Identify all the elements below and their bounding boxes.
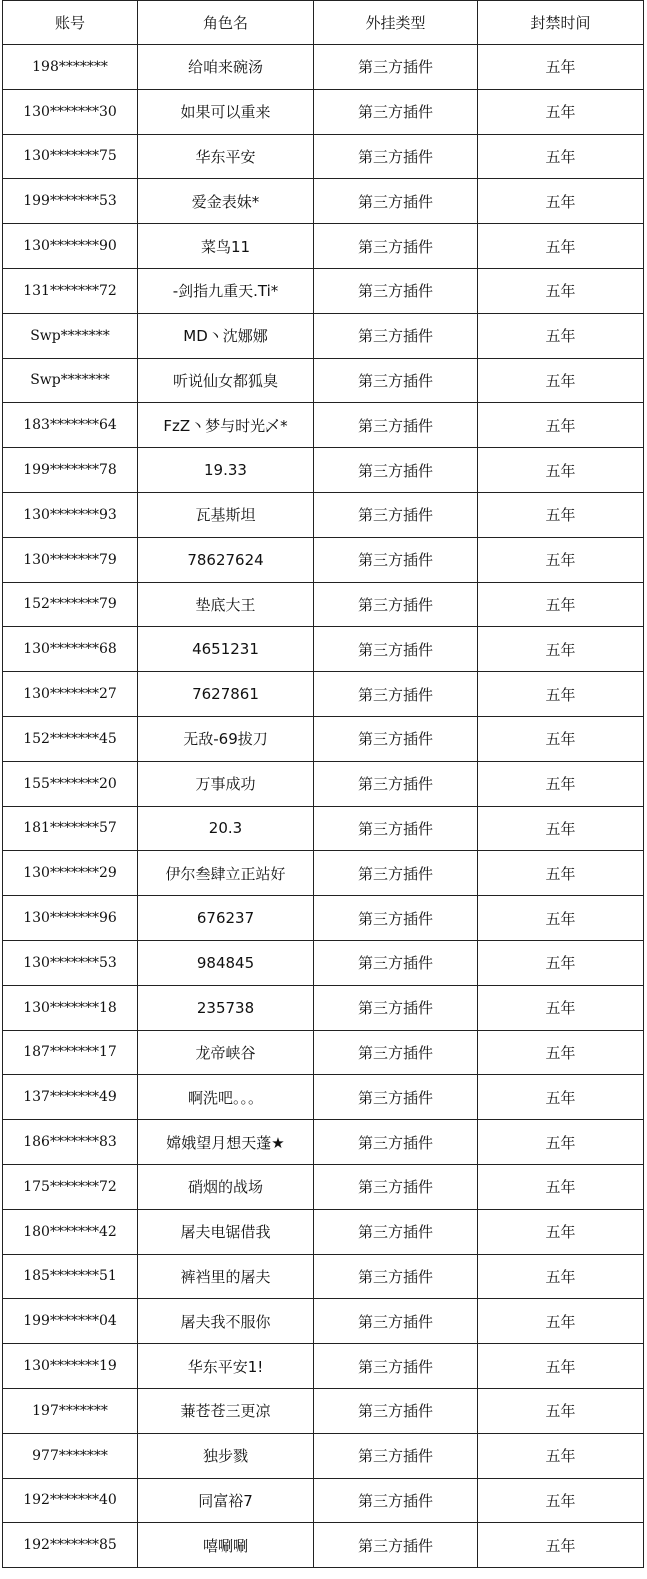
ban-duration-cell: 五年 xyxy=(478,537,644,582)
account-cell: 198******* xyxy=(3,45,138,90)
cheat-type-cell: 第三方插件 xyxy=(314,582,478,627)
cheat-type-cell: 第三方插件 xyxy=(314,627,478,672)
ban-duration-cell: 五年 xyxy=(478,492,644,537)
ban-duration-cell: 五年 xyxy=(478,1030,644,1075)
role-name-cell: 如果可以重来 xyxy=(138,89,314,134)
ban-duration-cell: 五年 xyxy=(478,1120,644,1165)
account-cell: 152*******79 xyxy=(3,582,138,627)
table-row xyxy=(3,1478,644,1523)
ban-duration-cell: 五年 xyxy=(478,985,644,1030)
role-name-cell: FzZ丶梦与时光乄* xyxy=(138,403,314,448)
account-cell: 130*******27 xyxy=(3,672,138,717)
ban-duration-cell: 五年 xyxy=(478,448,644,493)
account-cell: Swp******* xyxy=(3,313,138,358)
cheat-type-cell: 第三方插件 xyxy=(314,1344,478,1389)
table-row xyxy=(3,1030,644,1075)
ban-duration-cell: 五年 xyxy=(478,761,644,806)
ban-duration-cell: 五年 xyxy=(478,134,644,179)
table-row xyxy=(3,672,644,717)
table-row xyxy=(3,1388,644,1433)
ban-duration-cell: 五年 xyxy=(478,716,644,761)
account-cell: 131*******72 xyxy=(3,268,138,313)
ban-duration-cell: 五年 xyxy=(478,1299,644,1344)
table-row xyxy=(3,492,644,537)
table-row xyxy=(3,89,644,134)
role-name-cell: 78627624 xyxy=(138,537,314,582)
table-row xyxy=(3,1523,644,1568)
cheat-type-cell: 第三方插件 xyxy=(314,1478,478,1523)
ban-duration-cell: 五年 xyxy=(478,1388,644,1433)
table-row xyxy=(3,45,644,90)
table-row xyxy=(3,1164,644,1209)
role-name-cell: 20.3 xyxy=(138,806,314,851)
account-cell: 130*******53 xyxy=(3,940,138,985)
cheat-type-cell: 第三方插件 xyxy=(314,940,478,985)
account-cell: 199*******53 xyxy=(3,179,138,224)
table-row xyxy=(3,537,644,582)
cheat-type-cell: 第三方插件 xyxy=(314,358,478,403)
table-row xyxy=(3,179,644,224)
cheat-type-cell: 第三方插件 xyxy=(314,1433,478,1478)
account-cell: 130*******29 xyxy=(3,851,138,896)
ban-duration-cell: 五年 xyxy=(478,179,644,224)
ban-duration-cell: 五年 xyxy=(478,45,644,90)
ban-duration-cell: 五年 xyxy=(478,1523,644,1568)
account-cell: 130*******93 xyxy=(3,492,138,537)
cheat-type-cell: 第三方插件 xyxy=(314,896,478,941)
cheat-type-cell: 第三方插件 xyxy=(314,1164,478,1209)
account-cell: Swp******* xyxy=(3,358,138,403)
ban-duration-cell: 五年 xyxy=(478,1344,644,1389)
cheat-type-cell: 第三方插件 xyxy=(314,537,478,582)
table-row xyxy=(3,1075,644,1120)
account-cell: 197******* xyxy=(3,1388,138,1433)
role-name-cell: 裤裆里的屠夫 xyxy=(138,1254,314,1299)
role-name-cell: 啊洗吧。。。 xyxy=(138,1075,314,1120)
ban-duration-cell: 五年 xyxy=(478,268,644,313)
account-cell: 130*******30 xyxy=(3,89,138,134)
table-row xyxy=(3,403,644,448)
table-row xyxy=(3,940,644,985)
ban-duration-cell: 五年 xyxy=(478,403,644,448)
account-cell: 137*******49 xyxy=(3,1075,138,1120)
account-cell: 199*******04 xyxy=(3,1299,138,1344)
table-row xyxy=(3,851,644,896)
cheat-type-cell: 第三方插件 xyxy=(314,448,478,493)
role-name-cell: 嘻唰唰 xyxy=(138,1523,314,1568)
role-name-cell: 嫦娥望月想天蓬★ xyxy=(138,1120,314,1165)
account-cell: 130*******18 xyxy=(3,985,138,1030)
ban-duration-cell: 五年 xyxy=(478,89,644,134)
cheat-type-cell: 第三方插件 xyxy=(314,1254,478,1299)
header-ban-duration: 封禁时间 xyxy=(478,1,644,45)
role-name-cell: 万事成功 xyxy=(138,761,314,806)
account-cell: 192*******85 xyxy=(3,1523,138,1568)
table-row xyxy=(3,627,644,672)
table-row xyxy=(3,1299,644,1344)
role-name-cell: 硝烟的战场 xyxy=(138,1164,314,1209)
ban-duration-cell: 五年 xyxy=(478,313,644,358)
table-row xyxy=(3,761,644,806)
account-cell: 130*******75 xyxy=(3,134,138,179)
role-name-cell: 676237 xyxy=(138,896,314,941)
ban-duration-cell: 五年 xyxy=(478,358,644,403)
role-name-cell: 龙帝峡谷 xyxy=(138,1030,314,1075)
ban-duration-cell: 五年 xyxy=(478,940,644,985)
cheat-type-cell: 第三方插件 xyxy=(314,1523,478,1568)
cheat-type-cell: 第三方插件 xyxy=(314,806,478,851)
table-row xyxy=(3,1433,644,1478)
table-row xyxy=(3,224,644,269)
ban-duration-cell: 五年 xyxy=(478,1209,644,1254)
ban-duration-cell: 五年 xyxy=(478,627,644,672)
role-name-cell: 4651231 xyxy=(138,627,314,672)
account-cell: 130*******96 xyxy=(3,896,138,941)
table-row xyxy=(3,1209,644,1254)
role-name-cell: 听说仙女都狐臭 xyxy=(138,358,314,403)
cheat-type-cell: 第三方插件 xyxy=(314,89,478,134)
cheat-type-cell: 第三方插件 xyxy=(314,1120,478,1165)
cheat-type-cell: 第三方插件 xyxy=(314,761,478,806)
role-name-cell: 7627861 xyxy=(138,672,314,717)
table-row xyxy=(3,806,644,851)
cheat-type-cell: 第三方插件 xyxy=(314,179,478,224)
account-cell: 175*******72 xyxy=(3,1164,138,1209)
cheat-type-cell: 第三方插件 xyxy=(314,403,478,448)
cheat-type-cell: 第三方插件 xyxy=(314,985,478,1030)
header-account: 账号 xyxy=(3,1,138,45)
role-name-cell: 同富裕7 xyxy=(138,1478,314,1523)
cheat-type-cell: 第三方插件 xyxy=(314,45,478,90)
account-cell: 130*******68 xyxy=(3,627,138,672)
cheat-type-cell: 第三方插件 xyxy=(314,1388,478,1433)
account-cell: 181*******57 xyxy=(3,806,138,851)
role-name-cell: MD丶沈娜娜 xyxy=(138,313,314,358)
account-cell: 180*******42 xyxy=(3,1209,138,1254)
table-header-row xyxy=(3,1,644,45)
account-cell: 130*******90 xyxy=(3,224,138,269)
account-cell: 130*******19 xyxy=(3,1344,138,1389)
cheat-type-cell: 第三方插件 xyxy=(314,1075,478,1120)
ban-duration-cell: 五年 xyxy=(478,1478,644,1523)
account-cell: 187*******17 xyxy=(3,1030,138,1075)
ban-duration-cell: 五年 xyxy=(478,224,644,269)
ban-duration-cell: 五年 xyxy=(478,582,644,627)
role-name-cell: 984845 xyxy=(138,940,314,985)
account-cell: 152*******45 xyxy=(3,716,138,761)
role-name-cell: 伊尔叁肆立正站好 xyxy=(138,851,314,896)
role-name-cell: -剑指九重天.Ti* xyxy=(138,268,314,313)
ban-duration-cell: 五年 xyxy=(478,1075,644,1120)
role-name-cell: 华东平安 xyxy=(138,134,314,179)
cheat-type-cell: 第三方插件 xyxy=(314,224,478,269)
header-cheat-type: 外挂类型 xyxy=(314,1,478,45)
role-name-cell: 爱金表妹* xyxy=(138,179,314,224)
table-row xyxy=(3,358,644,403)
table-row xyxy=(3,985,644,1030)
role-name-cell: 蒹苍苍三更凉 xyxy=(138,1388,314,1433)
role-name-cell: 华东平安1! xyxy=(138,1344,314,1389)
account-cell: 183*******64 xyxy=(3,403,138,448)
ban-duration-cell: 五年 xyxy=(478,1164,644,1209)
cheat-type-cell: 第三方插件 xyxy=(314,1209,478,1254)
account-cell: 185*******51 xyxy=(3,1254,138,1299)
ban-duration-cell: 五年 xyxy=(478,851,644,896)
table-row xyxy=(3,582,644,627)
table-row xyxy=(3,1344,644,1389)
role-name-cell: 瓦基斯坦 xyxy=(138,492,314,537)
account-cell: 186*******83 xyxy=(3,1120,138,1165)
role-name-cell: 垫底大王 xyxy=(138,582,314,627)
table-row xyxy=(3,716,644,761)
role-name-cell: 菜鸟11 xyxy=(138,224,314,269)
role-name-cell: 屠夫电锯借我 xyxy=(138,1209,314,1254)
cheat-type-cell: 第三方插件 xyxy=(314,492,478,537)
table-row xyxy=(3,1120,644,1165)
ban-duration-cell: 五年 xyxy=(478,806,644,851)
table-row xyxy=(3,268,644,313)
table-row xyxy=(3,896,644,941)
account-cell: 130*******79 xyxy=(3,537,138,582)
cheat-type-cell: 第三方插件 xyxy=(314,716,478,761)
cheat-type-cell: 第三方插件 xyxy=(314,1299,478,1344)
ban-duration-cell: 五年 xyxy=(478,896,644,941)
account-cell: 199*******78 xyxy=(3,448,138,493)
role-name-cell: 无敌-69拔刀 xyxy=(138,716,314,761)
ban-duration-cell: 五年 xyxy=(478,672,644,717)
account-cell: 192*******40 xyxy=(3,1478,138,1523)
ban-duration-cell: 五年 xyxy=(478,1254,644,1299)
cheat-type-cell: 第三方插件 xyxy=(314,851,478,896)
table-row xyxy=(3,313,644,358)
role-name-cell: 屠夫我不服你 xyxy=(138,1299,314,1344)
header-role-name: 角色名 xyxy=(138,1,314,45)
table-row xyxy=(3,448,644,493)
ban-duration-cell: 五年 xyxy=(478,1433,644,1478)
table-row xyxy=(3,1254,644,1299)
ban-list-table xyxy=(2,0,644,1568)
cheat-type-cell: 第三方插件 xyxy=(314,1030,478,1075)
role-name-cell: 235738 xyxy=(138,985,314,1030)
table-row xyxy=(3,134,644,179)
role-name-cell: 独步戮 xyxy=(138,1433,314,1478)
role-name-cell: 19.33 xyxy=(138,448,314,493)
cheat-type-cell: 第三方插件 xyxy=(314,268,478,313)
cheat-type-cell: 第三方插件 xyxy=(314,313,478,358)
account-cell: 155*******20 xyxy=(3,761,138,806)
account-cell: 977******* xyxy=(3,1433,138,1478)
cheat-type-cell: 第三方插件 xyxy=(314,672,478,717)
cheat-type-cell: 第三方插件 xyxy=(314,134,478,179)
role-name-cell: 给咱来碗汤 xyxy=(138,45,314,90)
